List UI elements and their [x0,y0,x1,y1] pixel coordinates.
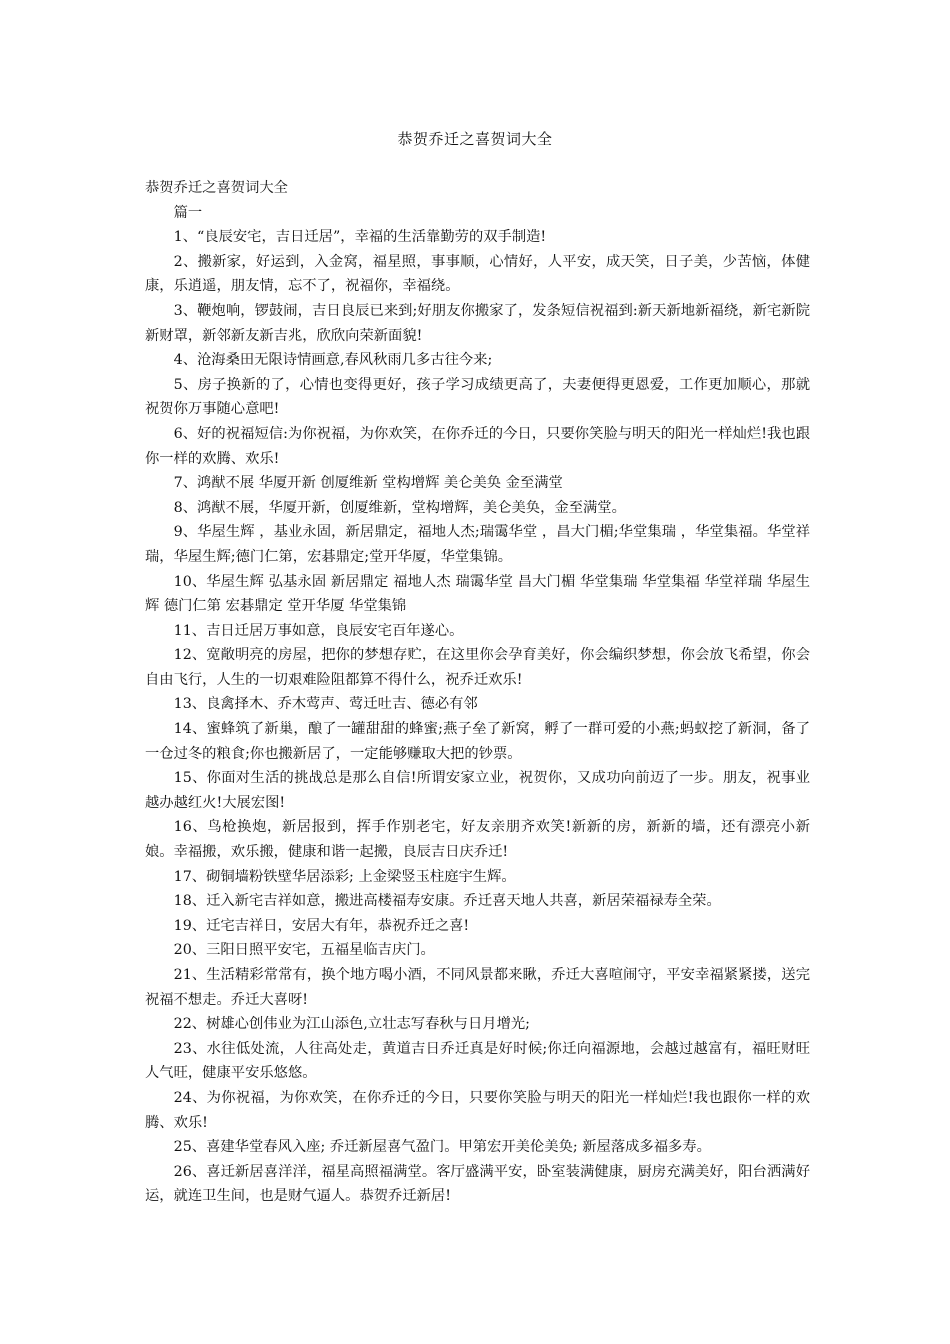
greeting-item: 6、好的祝福短信:为你祝福，为你欢笑，在你乔迁的今日，只要你笑脸与明天的阳光一样灿烂!我也跟你一样的欢腾、欢乐! [145,425,810,467]
greeting-item: 26、喜迁新居喜洋洋，福星高照福满堂。客厅盛满平安，卧室装满健康，厨房充满美好，阳台洒满好运，就连卫生间，也是财气逼人。恭贺乔迁新居! [145,1163,810,1205]
section-label: 篇一 [173,204,203,221]
greeting-item: 22、树雄心创伟业为江山添色,立壮志写春秋与日月增光; [173,1016,530,1033]
greeting-item: 23、水往低处流，人往高处走，黄道吉日乔迁真是好时候;你迁向福源地，会越过越富有，福旺财旺人气旺，健康平安乐悠悠。 [145,1040,810,1082]
greeting-item: 14、蜜蜂筑了新巢，酿了一罐甜甜的蜂蜜;燕子垒了新窝，孵了一群可爱的小燕;蚂蚁挖了新洞，备了一仓过冬的粮食;你也搬新居了，一定能够赚取大把的钞票。 [145,721,810,762]
greeting-item: 16、鸟枪换炮，新居报到，挥手作别老宅，好友亲朋齐欢笑!新新的房，新新的墙，还有漂亮小新娘。幸福搬，欢乐搬，健康和谐一起搬，良辰吉日庆乔迁! [145,819,810,861]
greeting-item: 1、“良辰安宅，吉日迁居”，幸福的生活靠勤劳的双手制造! [173,229,547,246]
greeting-item: 5、房子换新的了，心情也变得更好，孩子学习成绩更高了，夫妻便得更恩爱，工作更加顺心，那就祝贺你万事随心意吧! [145,376,810,418]
greeting-item: 10、华屋生辉 弘基永固 新居鼎定 福地人杰 瑞霭华堂 昌大门楣 华堂集瑞 华堂集福 华堂祥瑞 华屋生辉 德门仁第 宏碁鼎定 堂开华厦 华堂集锦 [145,573,810,615]
greeting-item: 24、为你祝福，为你欢笑，在你乔迁的今日，只要你笑脸与明天的阳光一样灿烂!我也跟你一样的欢腾、欢乐! [145,1089,810,1131]
body-heading: 恭贺乔迁之喜贺词大全 [145,180,288,196]
greeting-item: 2、搬新家，好运到，入金窝，福星照，事事顺，心情好，人平安，成天笑，日子美，少苦恼，体健康，乐逍遥，朋友情，忘不了，祝福你，幸福绕。 [145,253,810,295]
greeting-item: 18、迁入新宅吉祥如意，搬进高楼福寿安康。乔迁喜天地人共喜，新居荣福禄寿全荣。 [173,893,721,910]
greeting-item: 8、鸿猷不展，华厦开新，创厦维新，堂构增辉，美仑美奂，金至满堂。 [173,499,626,516]
greeting-item: 12、宽敞明亮的房屋，把你的梦想存贮，在这里你会孕育美好，你会编织梦想，你会放飞希望，你会自由飞行，人生的一切艰难险阻都算不得什么，祝乔迁欢乐! [145,647,810,688]
greeting-item: 17、砌铜墙粉铁壁华居添彩; 上金梁竖玉柱庭宇生辉。 [173,868,516,885]
document-body [145,176,810,1209]
greeting-item: 13、良禽择木、乔木莺声、莺迁吐吉、德必有邻 [173,696,478,713]
greeting-item: 3、鞭炮响，锣鼓闹，吉日良辰已来到;好朋友你搬家了，发条短信祝福到:新天新地新福绕，新宅新院新财罩，新邻新友新吉兆，欣欣向荣新面貌! [145,302,810,344]
greeting-item: 9、华屋生辉 ，基业永固，新居鼎定，福地人杰;瑞霭华堂 ，昌大门楣;华堂集瑞 ，华堂集福。华堂祥瑞，华屋生辉;德门仁第，宏碁鼎定;堂开华厦，华堂集锦。 [145,524,810,565]
greeting-item: 15、你面对生活的挑战总是那么自信!所谓安家立业，祝贺你，又成功向前迈了一步。朋友，祝事业越办越红火!大展宏图! [145,770,810,811]
greeting-item: 4、沧海桑田无限诗情画意,春风秋雨几多古往今来; [173,352,493,369]
greeting-item: 7、鸿猷不展 华厦开新 创厦维新 堂构增辉 美仑美奂 金至满堂 [173,475,563,492]
greeting-item: 21、生活精彩常常有，换个地方喝小酒，不同风景都来瞅，乔迁大喜喧闹守，平安幸福紧紧搂，送完祝福不想走。乔迁大喜呀! [145,967,810,1008]
document-title: 恭贺乔迁之喜贺词大全 [397,130,553,148]
greeting-item: 20、三阳日照平安宅，五福星临吉庆门。 [173,942,435,959]
greeting-item: 11、吉日迁居万事如意，良辰安宅百年遂心。 [173,622,464,639]
greeting-item: 25、喜建华堂春风入座; 乔迁新屋喜气盈门。甲第宏开美伦美奂; 新屋落成多福多寿。 [173,1139,711,1156]
greeting-item: 19、迁宅吉祥日，安居大有年，恭祝乔迁之喜! [173,917,470,934]
greeting-list [145,225,810,1209]
